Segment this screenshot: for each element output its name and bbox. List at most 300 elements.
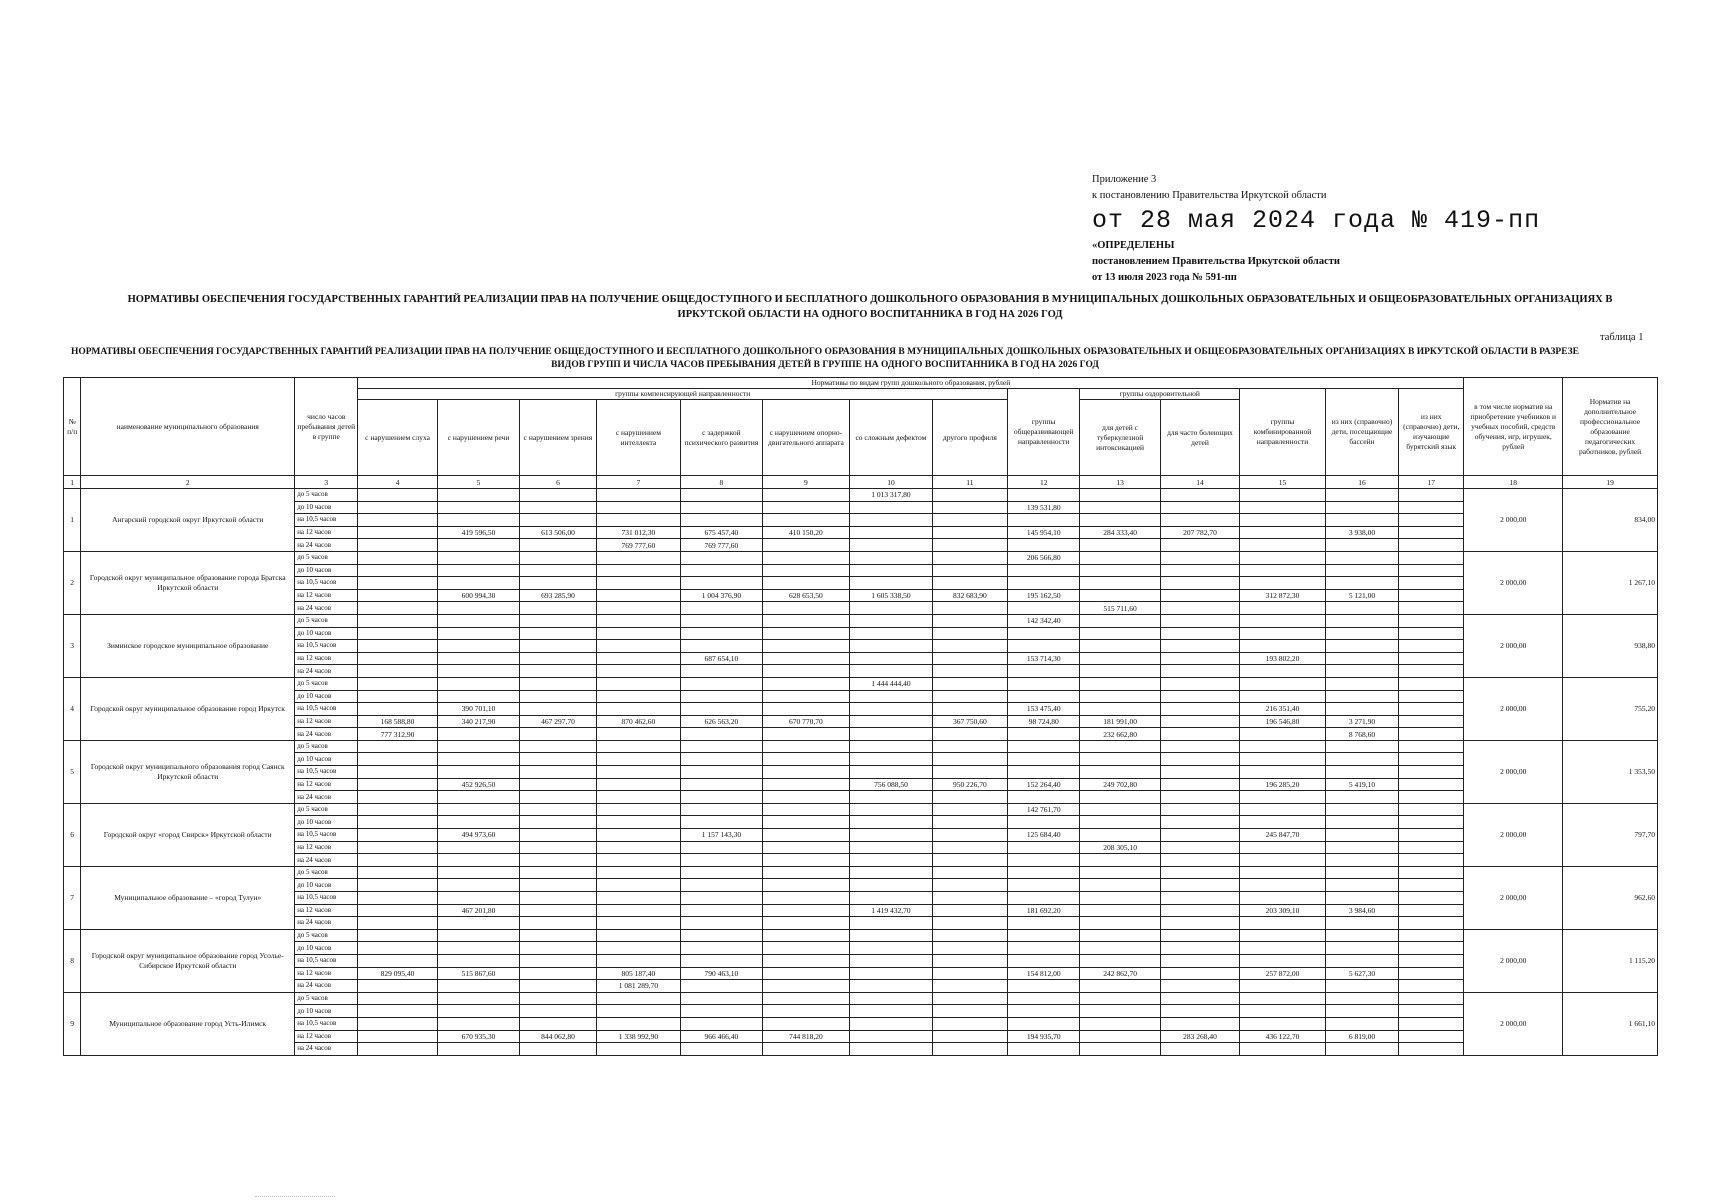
value-cell (596, 766, 681, 779)
value-cell (1160, 602, 1239, 615)
value-cell (1325, 677, 1398, 690)
value-cell (1160, 980, 1239, 993)
value-cell: 966 466,40 (681, 1030, 762, 1043)
value-cell (1399, 816, 1464, 829)
value-cell (437, 929, 519, 942)
hours-label: до 5 часов (295, 803, 358, 816)
value-cell (1160, 1043, 1239, 1056)
value-cell (762, 778, 850, 791)
hours-label: на 10,5 часов (295, 892, 358, 905)
value-cell (1240, 577, 1326, 590)
table-row (64, 866, 1658, 879)
value-cell (762, 740, 850, 753)
value-cell (762, 1043, 850, 1056)
value-cell (1080, 892, 1160, 905)
value-cell (1325, 791, 1398, 804)
value-cell (932, 677, 1007, 690)
value-cell (1325, 489, 1398, 502)
value-cell (437, 791, 519, 804)
value-cell: 196 546,80 (1240, 715, 1326, 728)
value-cell (1240, 753, 1326, 766)
value-cell (520, 917, 596, 930)
value-cell (1080, 501, 1160, 514)
table-number: таблица 1 (1600, 332, 1644, 343)
value-cell (1008, 791, 1080, 804)
value-cell (1160, 904, 1239, 917)
value-cell (1325, 703, 1398, 716)
value-cell (358, 1030, 437, 1043)
value-cell (358, 992, 437, 1005)
value-cell (520, 803, 596, 816)
value-cell (1399, 526, 1464, 539)
value-cell (596, 753, 681, 766)
value-cell (762, 992, 850, 1005)
value-cell (681, 904, 762, 917)
value-cell: 419 596,50 (437, 526, 519, 539)
value-cell (596, 892, 681, 905)
value-cell (1240, 564, 1326, 577)
value-cell: 870 462,60 (596, 715, 681, 728)
value-cell: 744 818,20 (762, 1030, 850, 1043)
value-cell (1399, 866, 1464, 879)
value-cell (437, 665, 519, 678)
value-cell (437, 1043, 519, 1056)
value-cell (932, 564, 1007, 577)
table-row (64, 980, 1658, 993)
value-cell (1399, 1005, 1464, 1018)
value-cell (932, 892, 1007, 905)
value-cell (596, 803, 681, 816)
value-cell (1399, 829, 1464, 842)
value-cell: 1 013 317,80 (850, 489, 932, 502)
hours-label: на 10,5 часов (295, 514, 358, 527)
municipality-name: Городской округ муниципальное образование город Иркутск (81, 677, 295, 740)
value-cell (850, 728, 932, 741)
value-cell (850, 980, 932, 993)
value-cell (1008, 627, 1080, 640)
value-cell (762, 489, 850, 502)
table-row (64, 627, 1658, 640)
value-cell (520, 501, 596, 514)
value-cell (1325, 803, 1398, 816)
municipality-name: Муниципальное образование город Усть-Илимск (81, 992, 295, 1055)
value-cell: 207 782,70 (1160, 526, 1239, 539)
col-17-header: из них (справочно) дети, изучающие бурятский язык (1399, 389, 1464, 476)
value-cell (437, 1005, 519, 1018)
compensating-header: группы компенсирующей направленности (358, 389, 1008, 400)
value-cell (850, 967, 932, 980)
column-number-15: 15 (1240, 476, 1326, 489)
column-number-5: 5 (437, 476, 519, 489)
value-cell (520, 892, 596, 905)
hours-label: до 5 часов (295, 489, 358, 502)
value-cell (358, 942, 437, 955)
value-cell (437, 942, 519, 955)
value-cell (762, 614, 850, 627)
value-cell: 153 714,30 (1008, 652, 1080, 665)
value-cell (1399, 803, 1464, 816)
value-cell (1325, 992, 1398, 1005)
value-cell (1399, 917, 1464, 930)
value-cell: 467 297,70 (520, 715, 596, 728)
hours-label: на 10,5 часов (295, 1017, 358, 1030)
value-cell (850, 577, 932, 590)
textbook-norm: 2 000,00 (1464, 992, 1563, 1055)
value-cell (1325, 665, 1398, 678)
value-cell (850, 866, 932, 879)
value-cell (358, 917, 437, 930)
value-cell (1399, 778, 1464, 791)
hours-label: на 12 часов (295, 715, 358, 728)
municipality-name: Городской округ муниципальное образование города Братска Иркутской области (81, 551, 295, 614)
value-cell (932, 665, 1007, 678)
table-row (64, 791, 1658, 804)
value-cell (1008, 489, 1080, 502)
value-cell (358, 980, 437, 993)
col-4-header: с нарушением слуха (358, 400, 437, 476)
value-cell (1325, 753, 1398, 766)
value-cell: 1 605 338,50 (850, 589, 932, 602)
value-cell (437, 740, 519, 753)
value-cell (932, 501, 1007, 514)
value-cell (358, 904, 437, 917)
value-cell (762, 816, 850, 829)
value-cell (1008, 514, 1080, 527)
value-cell (358, 564, 437, 577)
value-cell (437, 1017, 519, 1030)
value-cell (520, 992, 596, 1005)
value-cell (681, 778, 762, 791)
value-cell (358, 778, 437, 791)
value-cell (358, 489, 437, 502)
value-cell (932, 992, 1007, 1005)
textbook-norm: 2 000,00 (1464, 489, 1563, 552)
value-cell (596, 879, 681, 892)
col-5-header: с нарушением речи (437, 400, 519, 476)
value-cell (1008, 640, 1080, 653)
value-cell (762, 753, 850, 766)
value-cell (520, 514, 596, 527)
value-cell (1399, 614, 1464, 627)
value-cell (1399, 929, 1464, 942)
value-cell (932, 640, 1007, 653)
value-cell (1160, 677, 1239, 690)
table-row (64, 854, 1658, 867)
row-number: 5 (64, 740, 81, 803)
table-row (64, 816, 1658, 829)
value-cell: 515 711,60 (1080, 602, 1160, 615)
value-cell (1399, 740, 1464, 753)
value-cell (932, 942, 1007, 955)
value-cell (681, 703, 762, 716)
value-cell (850, 841, 932, 854)
textbook-norm: 2 000,00 (1464, 740, 1563, 803)
training-norm: 755,20 (1563, 677, 1658, 740)
table-row (64, 942, 1658, 955)
value-cell (762, 791, 850, 804)
value-cell (1399, 1043, 1464, 1056)
value-cell: 242 862,70 (1080, 967, 1160, 980)
table-row (64, 892, 1658, 905)
value-cell (358, 879, 437, 892)
value-cell: 194 935,70 (1008, 1030, 1080, 1043)
value-cell: 195 162,50 (1008, 589, 1080, 602)
training-norm: 1 661,10 (1563, 992, 1658, 1055)
value-cell (596, 564, 681, 577)
value-cell (358, 892, 437, 905)
table-row (64, 640, 1658, 653)
value-cell (850, 602, 932, 615)
value-cell (1325, 766, 1398, 779)
value-cell (596, 841, 681, 854)
value-cell (1160, 489, 1239, 502)
training-norm: 938,80 (1563, 614, 1658, 677)
value-cell (1240, 929, 1326, 942)
value-cell (1080, 879, 1160, 892)
table-row (64, 690, 1658, 703)
value-cell (932, 577, 1007, 590)
column-numbers-row (64, 476, 1658, 489)
municipality-name: Муниципальное образование – «город Тулун» (81, 866, 295, 929)
value-cell (1160, 1017, 1239, 1030)
value-cell (1008, 740, 1080, 753)
value-cell (596, 577, 681, 590)
value-cell (681, 753, 762, 766)
value-cell (850, 892, 932, 905)
value-cell: 206 566,80 (1008, 551, 1080, 564)
value-cell: 283 268,40 (1160, 1030, 1239, 1043)
hours-label: до 10 часов (295, 690, 358, 703)
value-cell (596, 703, 681, 716)
value-cell (850, 753, 932, 766)
value-cell (762, 665, 850, 678)
value-cell (762, 1005, 850, 1018)
value-cell (1325, 980, 1398, 993)
training-norm: 1 267,10 (1563, 551, 1658, 614)
value-cell (932, 539, 1007, 552)
value-cell: 1 157 143,30 (681, 829, 762, 842)
value-cell (1160, 551, 1239, 564)
hours-label: на 10,5 часов (295, 829, 358, 842)
value-cell (1399, 854, 1464, 867)
approved-date: от 13 июля 2023 года № 591-пп (1092, 272, 1237, 283)
value-cell (520, 740, 596, 753)
value-cell (932, 489, 1007, 502)
hours-label: на 24 часов (295, 791, 358, 804)
value-cell (1160, 929, 1239, 942)
value-cell (1160, 879, 1239, 892)
value-cell (762, 564, 850, 577)
value-cell (1160, 577, 1239, 590)
value-cell (1240, 526, 1326, 539)
value-cell (1080, 1043, 1160, 1056)
value-cell (1325, 627, 1398, 640)
column-number-9: 9 (762, 476, 850, 489)
table-row (64, 514, 1658, 527)
value-cell (1325, 841, 1398, 854)
value-cell (681, 942, 762, 955)
column-number-13: 13 (1080, 476, 1160, 489)
hours-label: на 24 часов (295, 602, 358, 615)
resolution-stamp: от 28 мая 2024 года № 419-пп (1092, 206, 1541, 235)
value-cell (762, 640, 850, 653)
value-cell (1160, 690, 1239, 703)
value-cell (932, 1043, 1007, 1056)
value-cell (1080, 980, 1160, 993)
training-norm: 834,00 (1563, 489, 1658, 552)
value-cell: 1 419 432,70 (850, 904, 932, 917)
value-cell (520, 791, 596, 804)
value-cell (762, 766, 850, 779)
appendix-header (1092, 172, 1540, 286)
value-cell: 3 271,90 (1325, 715, 1398, 728)
value-cell: 805 187,40 (596, 967, 681, 980)
value-cell (850, 640, 932, 653)
value-cell (762, 829, 850, 842)
value-cell (681, 1043, 762, 1056)
hours-label: до 10 часов (295, 501, 358, 514)
value-cell (1160, 803, 1239, 816)
value-cell (596, 954, 681, 967)
value-cell: 125 684,40 (1008, 829, 1080, 842)
value-cell: 515 867,60 (437, 967, 519, 980)
value-cell (596, 665, 681, 678)
value-cell (681, 690, 762, 703)
value-cell (932, 766, 1007, 779)
value-cell (1399, 892, 1464, 905)
value-cell (596, 614, 681, 627)
value-cell (358, 652, 437, 665)
value-cell (1240, 1005, 1326, 1018)
value-cell (1325, 954, 1398, 967)
value-cell (932, 690, 1007, 703)
value-cell (437, 728, 519, 741)
column-number-2: 2 (81, 476, 295, 489)
column-number-17: 17 (1399, 476, 1464, 489)
value-cell (762, 703, 850, 716)
col-10-header: со сложным дефектом (850, 400, 932, 476)
table-row (64, 917, 1658, 930)
value-cell (1240, 980, 1326, 993)
value-cell (520, 1005, 596, 1018)
value-cell (1240, 992, 1326, 1005)
table-title: НОРМАТИВЫ ОБЕСПЕЧЕНИЯ ГОСУДАРСТВЕННЫХ ГАРАНТИЙ РЕАЛИЗАЦИИ ПРАВ НА ПОЛУЧЕНИЕ ОБЩЕДОСТУПНОГО И БЕСПЛАТНОГО ДОШКОЛЬНОГО ОБРАЗОВАНИЯ В МУНИЦИПАЛЬНЫХ ДОШКОЛЬНЫХ ОБРАЗОВАТЕЛЬНЫХ И ОБЩЕОБРАЗОВАТЕЛЬНЫХ ОРГАНИЗАЦИЯХ В ИРКУТСКОЙ ОБЛАСТИ В РАЗРЕЗЕ ВИДОВ ГРУПП И ЧИСЛА ЧАСОВ ПРЕБЫВАНИЯ ДЕТЕЙ В ГРУППЕ НА ОДНОГО ВОСПИТАННИКА В ГОД НА 2026 ГОД (70, 347, 1580, 370)
value-cell (932, 1030, 1007, 1043)
value-cell (520, 640, 596, 653)
value-cell (1160, 1005, 1239, 1018)
value-cell (437, 564, 519, 577)
value-cell (437, 602, 519, 615)
value-cell (1160, 854, 1239, 867)
value-cell (1399, 677, 1464, 690)
value-cell (1008, 577, 1080, 590)
value-cell (1325, 892, 1398, 905)
value-cell (681, 514, 762, 527)
value-cell: 5 121,00 (1325, 589, 1398, 602)
hours-label: на 12 часов (295, 841, 358, 854)
column-number-4: 4 (358, 476, 437, 489)
value-cell (596, 1017, 681, 1030)
table-row (64, 766, 1658, 779)
value-cell (850, 1043, 932, 1056)
value-cell (1240, 551, 1326, 564)
hours-label: на 12 часов (295, 904, 358, 917)
value-cell (358, 791, 437, 804)
value-cell: 950 226,70 (932, 778, 1007, 791)
value-cell (358, 954, 437, 967)
value-cell (1160, 652, 1239, 665)
value-cell (762, 904, 850, 917)
value-cell (850, 942, 932, 955)
value-cell (932, 967, 1007, 980)
value-cell: 139 531,80 (1008, 501, 1080, 514)
value-cell (1399, 1030, 1464, 1043)
value-cell (520, 954, 596, 967)
table-row (64, 829, 1658, 842)
col-name-header: наименование муниципального образования (81, 378, 295, 476)
value-cell (520, 766, 596, 779)
value-cell (1080, 740, 1160, 753)
col-12-header: группы общеразвивающей направленности (1008, 389, 1080, 476)
value-cell (1325, 1017, 1398, 1030)
row-number: 4 (64, 677, 81, 740)
value-cell (1240, 854, 1326, 867)
training-norm: 797,70 (1563, 803, 1658, 866)
value-cell (596, 778, 681, 791)
value-cell (1080, 791, 1160, 804)
value-cell (932, 854, 1007, 867)
value-cell (762, 967, 850, 980)
value-cell (437, 577, 519, 590)
value-cell (850, 816, 932, 829)
value-cell (520, 854, 596, 867)
value-cell (762, 892, 850, 905)
value-cell (762, 954, 850, 967)
value-cell (932, 602, 1007, 615)
hours-label: до 5 часов (295, 866, 358, 879)
value-cell: 731 012,30 (596, 526, 681, 539)
value-cell (1399, 715, 1464, 728)
value-cell (1080, 954, 1160, 967)
value-cell (1240, 740, 1326, 753)
value-cell (437, 539, 519, 552)
value-cell (596, 640, 681, 653)
value-cell (437, 803, 519, 816)
value-cell (520, 677, 596, 690)
value-cell (520, 841, 596, 854)
value-cell (1240, 892, 1326, 905)
value-cell (681, 892, 762, 905)
value-cell (681, 614, 762, 627)
value-cell (762, 539, 850, 552)
value-cell (596, 854, 681, 867)
value-cell (437, 766, 519, 779)
value-cell (932, 954, 1007, 967)
table-row (64, 665, 1658, 678)
value-cell (932, 614, 1007, 627)
municipality-name: Городской округ «город Свирск» Иркутской области (81, 803, 295, 866)
appendix-label: Приложение 3 (1092, 174, 1157, 185)
value-cell (1160, 816, 1239, 829)
hours-label: до 5 часов (295, 740, 358, 753)
value-cell (1160, 766, 1239, 779)
col-11-header: другого профиля (932, 400, 1007, 476)
value-cell (1080, 677, 1160, 690)
value-cell (1325, 942, 1398, 955)
value-cell (1080, 1017, 1160, 1030)
value-cell (1240, 791, 1326, 804)
value-cell (1240, 614, 1326, 627)
